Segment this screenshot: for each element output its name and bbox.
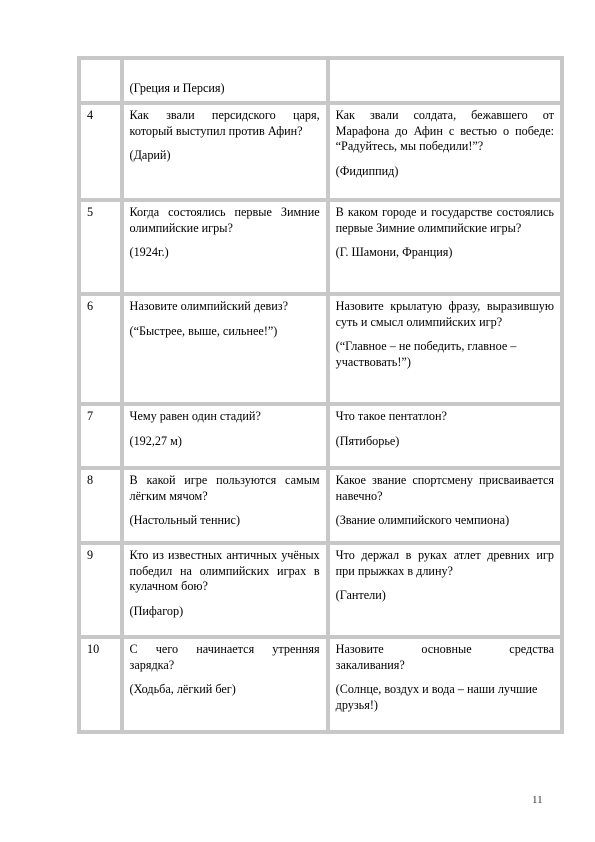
answer-right: (Звание олимпийского чемпиона) [335,513,510,527]
question-right: В каком городе и государстве состоялись первые Зимние олимпийские игры? [335,205,554,235]
answer-right: (“Главное – не победить, главное – участвовать!”) [335,339,517,369]
question-cell-left [122,294,328,404]
question-cell-right [328,58,562,103]
row-number: 7 [79,404,122,468]
table-row [79,637,562,732]
table-row [79,58,562,103]
table-row [79,468,562,543]
question-cell-left [122,58,328,103]
answer-right: (Гантели) [335,588,386,602]
question-cell-left [122,637,328,732]
row-number [79,58,122,103]
table-row [79,200,562,294]
question-cell-right [328,200,562,294]
question-right: Как звали солдата, бежавшего от Марафона до Афин с вестью о победе: “Радуйтесь, мы победили!”? [335,108,554,153]
row-number: 10 [79,637,122,732]
question-left: Кто из известных античных учёных победил на олимпийских играх в кулачном бою? [129,548,320,593]
question-cell-left [122,468,328,543]
question-right: Назовите основные средства закаливания? [335,642,554,672]
question-cell-right [328,637,562,732]
answer-left: (Пифагор) [129,603,184,618]
question-left: Чему равен один стадий? [129,409,261,423]
question-left: В какой игре пользуются самым лёгким мячом? [129,473,320,503]
answer-right: (Г. Шамони, Франция) [335,245,453,259]
question-cell-left [122,200,328,294]
row-number: 9 [79,543,122,637]
table-row [79,294,562,404]
question-left: С чего начинается утренняя зарядка? [129,642,320,672]
row-number: 8 [79,468,122,543]
answer-right: (Пятиборье) [335,433,400,448]
answer-left: (Ходьба, лёгкий бег) [129,682,236,696]
question-right: Что такое пентатлон? [335,409,447,423]
question-cell-right [328,103,562,200]
quiz-table [77,56,564,734]
question-cell-left [122,404,328,468]
answer-right: (Фидиппид) [335,163,399,178]
page-number: 11 [532,794,543,806]
question-cell-right [328,468,562,543]
row-number: 5 [79,200,122,294]
answer-left: (192,27 м) [129,433,182,448]
question-left: Когда состоялись первые Зимние олимпийские игры? [129,205,320,235]
answer-left: (Настольный теннис) [129,513,240,527]
question-cell-left [122,103,328,200]
answer-left: (1924г.) [129,245,169,259]
table-row [79,103,562,200]
question-left: Назовите олимпийский девиз? [129,299,288,313]
question-left: Как звали персидского царя, который выступил против Афин? [129,108,320,138]
answer-left: (Дарий) [129,148,171,162]
question-right: Что держал в руках атлет древних игр при прыжках в длину? [335,548,554,578]
question-cell-right [328,404,562,468]
answer-left: (“Быстрее, выше, сильнее!”) [129,323,278,338]
question-cell-left [122,543,328,637]
question-right: Какое звание спортсмену присваивается навечно? [335,473,554,503]
row-number: 6 [79,294,122,404]
table-row [79,404,562,468]
answer-right: (Солнце, воздух и вода – наши лучшие друзья!) [335,682,538,712]
question-cell-right [328,294,562,404]
answer-left: (Греция и Персия) [129,81,225,95]
table-row [79,543,562,637]
row-number: 4 [79,103,122,200]
question-cell-right [328,543,562,637]
question-right: Назовите крылатую фразу, выразившую суть и смысл олимпийских игр? [335,299,554,329]
